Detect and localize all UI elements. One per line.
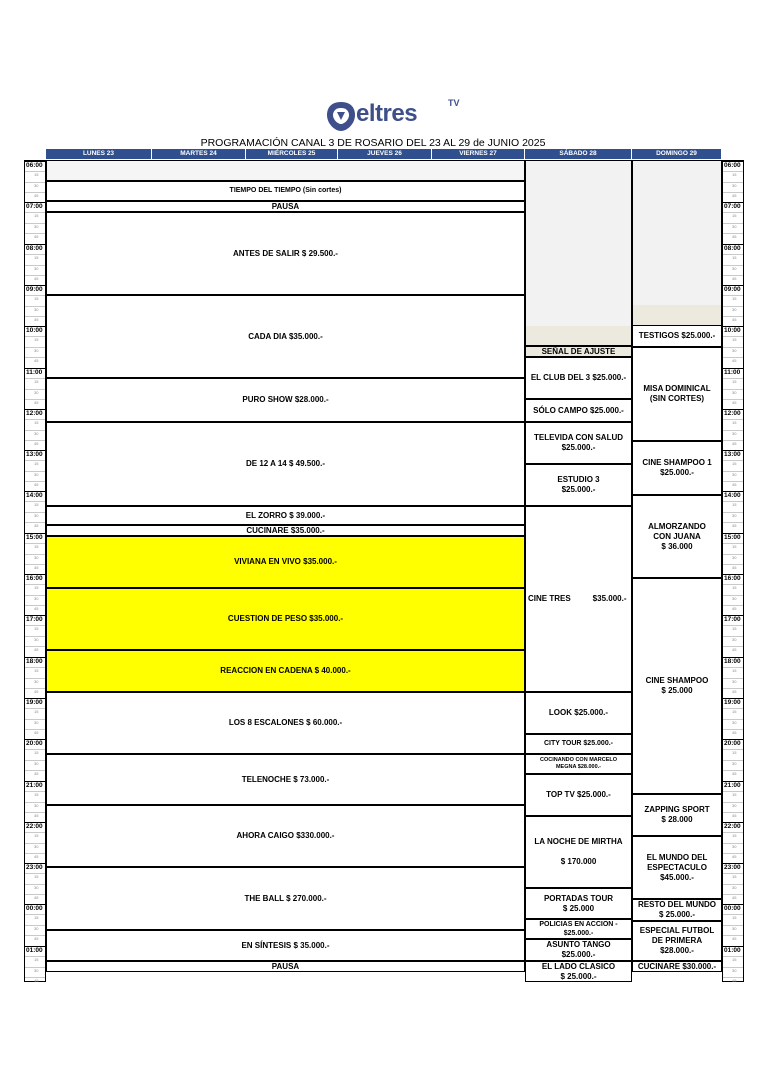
- program-solo-campo: SÓLO CAMPO $25.000.-: [525, 399, 632, 422]
- quarter-mark: 45: [25, 192, 45, 202]
- program-cucinare-sunday: CUCINARE $30.000.-: [632, 961, 722, 972]
- hour-label: 08:00: [723, 244, 743, 253]
- quarter-mark: 15: [723, 543, 743, 553]
- quarter-mark: 30: [723, 223, 743, 233]
- quarter-mark: 15: [723, 295, 743, 305]
- hour-label: 08:00: [25, 244, 45, 253]
- hour-label: 10:00: [25, 326, 45, 335]
- quarter-mark: 15: [723, 378, 743, 388]
- hour-label: 12:00: [723, 409, 743, 418]
- program-look: LOOK $25.000.-: [525, 692, 632, 734]
- hour-label: 11:00: [723, 368, 743, 377]
- program-el-club-del-3: EL CLUB DEL 3 $25.000.-: [525, 357, 632, 399]
- program-top-tv: TOP TV $25.000.-: [525, 774, 632, 816]
- quarter-mark: 45: [25, 522, 45, 532]
- program-la-noche-de-mirtha: LA NOCHE DE MIRTHA $ 170.000: [525, 816, 632, 888]
- program-sunday-prelude: [632, 305, 722, 325]
- hour-label: 17:00: [723, 615, 743, 624]
- program-cuestion-de-peso: CUESTION DE PESO $35.000.-: [46, 588, 525, 650]
- program-zapping-sport: ZAPPING SPORT $ 28.000: [632, 794, 722, 836]
- quarter-mark: 45: [25, 646, 45, 656]
- quarter-mark: 15: [25, 791, 45, 801]
- quarter-mark: 45: [723, 399, 743, 409]
- hour-label: 22:00: [25, 822, 45, 831]
- hour-label: 22:00: [723, 822, 743, 831]
- hour-label: 01:00: [25, 946, 45, 955]
- hour-label: 09:00: [723, 285, 743, 294]
- hour-label: 06:00: [25, 161, 45, 170]
- quarter-mark: 30: [25, 760, 45, 770]
- quarter-mark: 45: [25, 440, 45, 450]
- quarter-mark: 45: [25, 770, 45, 780]
- quarter-mark: 15: [25, 212, 45, 222]
- program-resto-del-mundo: RESTO DEL MUNDO $ 25.000.-: [632, 899, 722, 921]
- quarter-mark: 15: [25, 501, 45, 511]
- quarter-mark: 30: [723, 306, 743, 316]
- hour-label: 00:00: [25, 904, 45, 913]
- quarter-mark: 15: [723, 873, 743, 883]
- program-televida-con-salud: TELEVIDA CON SALUD $25.000.-: [525, 422, 632, 464]
- quarter-mark: 30: [25, 265, 45, 275]
- quarter-mark: 15: [25, 667, 45, 677]
- quarter-mark: 30: [723, 925, 743, 935]
- quarter-mark: 30: [723, 636, 743, 646]
- program-el-zorro: EL ZORRO $ 39.000.-: [46, 506, 525, 525]
- hour-label: 17:00: [25, 615, 45, 624]
- quarter-mark: 45: [723, 481, 743, 491]
- quarter-mark: 30: [25, 554, 45, 564]
- quarter-mark: 15: [25, 708, 45, 718]
- logo-tv-superscript: TV: [448, 98, 460, 108]
- program-saturday-prelude: [525, 326, 632, 346]
- quarter-mark: 30: [723, 347, 743, 357]
- hour-label: 11:00: [25, 368, 45, 377]
- quarter-mark: 30: [723, 884, 743, 894]
- quarter-mark: 30: [25, 182, 45, 192]
- program-pausa-morning: PAUSA: [46, 201, 525, 212]
- program-cine-shampoo-1: CINE SHAMPOO 1 $25.000.-: [632, 441, 722, 495]
- quarter-mark: 45: [25, 275, 45, 285]
- eltres-logo-icon: [326, 100, 356, 132]
- quarter-mark: 15: [25, 543, 45, 553]
- program-los-8-escalones: LOS 8 ESCALONES $ 60.000.-: [46, 692, 525, 754]
- quarter-mark: 15: [25, 873, 45, 883]
- program-misa-dominical: MISA DOMINICAL (SIN CORTES): [632, 347, 722, 441]
- quarter-mark: 30: [723, 760, 743, 770]
- quarter-mark: 15: [25, 171, 45, 181]
- hour-label: 09:00: [25, 285, 45, 294]
- quarter-mark: 15: [25, 336, 45, 346]
- quarter-mark: 15: [723, 212, 743, 222]
- logo-text: eltres: [356, 100, 418, 127]
- hour-label: 20:00: [25, 739, 45, 748]
- day-header-wednesday: MIÉRCOLES 25: [246, 149, 338, 159]
- quarter-mark: 45: [723, 853, 743, 863]
- quarter-mark: 15: [25, 460, 45, 470]
- program-portadas-tour: PORTADAS TOUR $ 25.000: [525, 888, 632, 919]
- quarter-mark: 45: [723, 440, 743, 450]
- quarter-mark: 45: [25, 688, 45, 698]
- hour-label: 07:00: [25, 202, 45, 211]
- quarter-mark: 30: [723, 595, 743, 605]
- program-city-tour: CITY TOUR $25.000.-: [525, 734, 632, 754]
- quarter-mark: 15: [723, 336, 743, 346]
- quarter-mark: 30: [723, 512, 743, 522]
- quarter-mark: 45: [25, 935, 45, 945]
- quarter-mark: 30: [723, 843, 743, 853]
- quarter-mark: 15: [723, 749, 743, 759]
- program-blank-morning: [46, 160, 525, 181]
- quarter-mark: 15: [723, 254, 743, 264]
- quarter-mark: 45: [723, 316, 743, 326]
- quarter-mark: 15: [723, 832, 743, 842]
- quarter-mark: 45: [25, 977, 45, 987]
- quarter-mark: 15: [25, 378, 45, 388]
- hour-label: 07:00: [723, 202, 743, 211]
- program-policias-en-accion: POLICIAS EN ACCION - $25.000.-: [525, 919, 632, 939]
- quarter-mark: 30: [25, 595, 45, 605]
- quarter-mark: 15: [723, 625, 743, 635]
- quarter-mark: 45: [25, 894, 45, 904]
- quarter-mark: 45: [25, 399, 45, 409]
- program-el-lado-clasico: EL LADO CLASICO $ 25.000.-: [525, 961, 632, 982]
- quarter-mark: 30: [25, 430, 45, 440]
- time-column-right: [722, 160, 744, 982]
- program-tiempo-del-tiempo: TIEMPO DEL TIEMPO (Sin cortes): [46, 181, 525, 201]
- quarter-mark: 45: [723, 605, 743, 615]
- program-saturday-blank: [525, 160, 632, 326]
- page-title: PROGRAMACIÓN CANAL 3 DE ROSARIO DEL 23 AL 29 de JUNIO 2025: [200, 137, 546, 149]
- program-de-12-a-14: DE 12 A 14 $ 49.500.-: [46, 422, 525, 506]
- program-cada-dia: CADA DIA $35.000.-: [46, 295, 525, 378]
- hour-label: 14:00: [723, 491, 743, 500]
- quarter-mark: 30: [25, 925, 45, 935]
- quarter-mark: 15: [723, 171, 743, 181]
- quarter-mark: 30: [723, 719, 743, 729]
- quarter-mark: 45: [25, 853, 45, 863]
- program-puro-show: PURO SHOW $28.000.-: [46, 378, 525, 422]
- quarter-mark: 30: [25, 306, 45, 316]
- hour-label: 14:00: [25, 491, 45, 500]
- quarter-mark: 15: [723, 914, 743, 924]
- day-header-tuesday: MARTES 24: [152, 149, 246, 159]
- program-cine-tres: CINE TRES $35.000.-: [525, 506, 632, 692]
- quarter-mark: 45: [723, 233, 743, 243]
- day-header-saturday: SÁBADO 28: [525, 149, 632, 159]
- quarter-mark: 30: [723, 802, 743, 812]
- quarter-mark: 45: [723, 522, 743, 532]
- quarter-mark: 45: [25, 233, 45, 243]
- hour-label: 13:00: [723, 450, 743, 459]
- quarter-mark: 30: [723, 967, 743, 977]
- hour-label: 18:00: [25, 657, 45, 666]
- quarter-mark: 45: [723, 646, 743, 656]
- quarter-mark: 30: [723, 265, 743, 275]
- program-the-ball: THE BALL $ 270.000.-: [46, 867, 525, 930]
- quarter-mark: 45: [25, 316, 45, 326]
- program-sunday-blank: [632, 160, 722, 305]
- quarter-mark: 30: [25, 802, 45, 812]
- day-header-friday: VIERNES 27: [432, 149, 525, 159]
- quarter-mark: 45: [723, 192, 743, 202]
- program-especial-futbol: ESPECIAL FUTBOL DE PRIMERA $28.000.-: [632, 921, 722, 961]
- program-asunto-tango: ASUNTO TANGO $25.000.-: [525, 939, 632, 961]
- quarter-mark: 15: [723, 460, 743, 470]
- quarter-mark: 15: [25, 295, 45, 305]
- quarter-mark: 30: [25, 512, 45, 522]
- hour-label: 06:00: [723, 161, 743, 170]
- quarter-mark: 30: [25, 471, 45, 481]
- quarter-mark: 45: [25, 357, 45, 367]
- quarter-mark: 30: [25, 636, 45, 646]
- quarter-mark: 15: [25, 584, 45, 594]
- quarter-mark: 30: [25, 719, 45, 729]
- quarter-mark: 15: [25, 832, 45, 842]
- quarter-mark: 45: [723, 564, 743, 574]
- program-cucinare-weekday: CUCINARE $35.000.-: [46, 525, 525, 536]
- hour-label: 19:00: [25, 698, 45, 707]
- quarter-mark: 30: [723, 554, 743, 564]
- program-el-mundo-del-espectaculo: EL MUNDO DEL ESPECTACULO $45.000.-: [632, 836, 722, 899]
- quarter-mark: 45: [723, 894, 743, 904]
- quarter-mark: 15: [723, 956, 743, 966]
- hour-label: 13:00: [25, 450, 45, 459]
- day-header-sunday: DOMINGO 29: [632, 149, 722, 159]
- quarter-mark: 45: [723, 770, 743, 780]
- hour-label: 20:00: [723, 739, 743, 748]
- day-header-monday: LUNES 23: [46, 149, 152, 159]
- quarter-mark: 45: [723, 935, 743, 945]
- program-pausa-night: PAUSA: [46, 961, 525, 972]
- quarter-mark: 30: [25, 223, 45, 233]
- hour-label: 01:00: [723, 946, 743, 955]
- hour-label: 23:00: [723, 863, 743, 872]
- quarter-mark: 45: [723, 729, 743, 739]
- hour-label: 15:00: [25, 533, 45, 542]
- program-viviana-en-vivo: VIVIANA EN VIVO $35.000.-: [46, 536, 525, 588]
- quarter-mark: 45: [25, 564, 45, 574]
- hour-label: 15:00: [723, 533, 743, 542]
- quarter-mark: 30: [723, 430, 743, 440]
- quarter-mark: 15: [25, 956, 45, 966]
- quarter-mark: 15: [723, 667, 743, 677]
- quarter-mark: 45: [25, 812, 45, 822]
- quarter-mark: 15: [25, 419, 45, 429]
- program-en-sintesis: EN SÍNTESIS $ 35.000.-: [46, 930, 525, 961]
- program-antes-de-salir: ANTES DE SALIR $ 29.500.-: [46, 212, 525, 295]
- hour-label: 21:00: [723, 781, 743, 790]
- hour-label: 18:00: [723, 657, 743, 666]
- time-column-left: [24, 160, 46, 982]
- hour-label: 21:00: [25, 781, 45, 790]
- quarter-mark: 15: [25, 914, 45, 924]
- quarter-mark: 45: [723, 688, 743, 698]
- quarter-mark: 30: [723, 389, 743, 399]
- quarter-mark: 15: [723, 419, 743, 429]
- quarter-mark: 30: [25, 843, 45, 853]
- program-ahora-caigo: AHORA CAIGO $330.000.-: [46, 805, 525, 867]
- quarter-mark: 30: [25, 884, 45, 894]
- quarter-mark: 45: [723, 812, 743, 822]
- hour-label: 10:00: [723, 326, 743, 335]
- program-senal-de-ajuste: SEÑAL DE AJUSTE: [525, 346, 632, 357]
- hour-label: 16:00: [25, 574, 45, 583]
- program-cocinando-con-marcelo: COCINANDO CON MARCELO MEGNA $28.000.-: [525, 754, 632, 774]
- program-cine-shampoo: CINE SHAMPOO $ 25.000: [632, 578, 722, 794]
- quarter-mark: 30: [25, 389, 45, 399]
- quarter-mark: 45: [723, 357, 743, 367]
- program-telenoche: TELENOCHE $ 73.000.-: [46, 754, 525, 805]
- quarter-mark: 15: [25, 254, 45, 264]
- quarter-mark: 30: [723, 471, 743, 481]
- hour-label: 16:00: [723, 574, 743, 583]
- quarter-mark: 30: [723, 182, 743, 192]
- hour-label: 19:00: [723, 698, 743, 707]
- day-header-thursday: JUEVES 26: [338, 149, 432, 159]
- quarter-mark: 45: [25, 481, 45, 491]
- quarter-mark: 15: [25, 749, 45, 759]
- quarter-mark: 45: [723, 977, 743, 987]
- quarter-mark: 45: [723, 275, 743, 285]
- program-almorzando-con-juana: ALMORZANDO CON JUANA $ 36.000: [632, 495, 722, 578]
- quarter-mark: 45: [25, 729, 45, 739]
- quarter-mark: 15: [723, 708, 743, 718]
- eltres-logo: [326, 98, 466, 132]
- program-reaccion-en-cadena: REACCION EN CADENA $ 40.000.-: [46, 650, 525, 692]
- quarter-mark: 30: [25, 967, 45, 977]
- quarter-mark: 45: [25, 605, 45, 615]
- hour-label: 12:00: [25, 409, 45, 418]
- program-estudio-3: ESTUDIO 3 $25.000.-: [525, 464, 632, 506]
- quarter-mark: 30: [723, 678, 743, 688]
- quarter-mark: 30: [25, 347, 45, 357]
- quarter-mark: 15: [723, 791, 743, 801]
- quarter-mark: 30: [25, 678, 45, 688]
- hour-label: 23:00: [25, 863, 45, 872]
- quarter-mark: 15: [723, 584, 743, 594]
- quarter-mark: 15: [25, 625, 45, 635]
- quarter-mark: 15: [723, 501, 743, 511]
- hour-label: 00:00: [723, 904, 743, 913]
- program-testigos: TESTIGOS $25.000.-: [632, 325, 722, 347]
